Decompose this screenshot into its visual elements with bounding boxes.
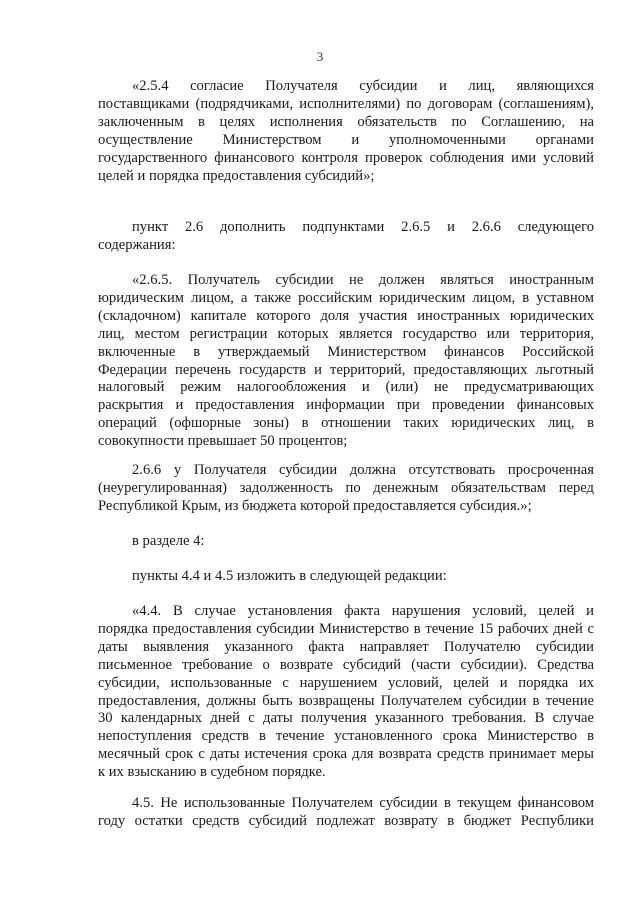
text-line: Федерации перечень государств и территорий, предоставляющих льготный — [98, 361, 594, 378]
text-line: «2.5.4 согласие Получателя субсидии и лиц, являющихся — [132, 78, 594, 94]
paragraph-intro-2-6 — [98, 219, 594, 255]
paragraph-items-4-4-4-5 — [98, 568, 594, 586]
text-line: году остатки средств субсидий подлежат возврату в бюджет Республики — [98, 812, 594, 829]
text-line: осуществление Министерством и уполномоченными органами — [98, 131, 594, 148]
paragraph-section-4 — [98, 533, 594, 551]
paragraph-4-5 — [98, 795, 594, 831]
text-line: содержания: — [98, 236, 176, 253]
paragraph-4-4 — [98, 603, 594, 782]
text-line: включенные в утверждаемый Министерством финансов Российской — [98, 343, 594, 360]
text-line: «2.6.5. Получатель субсидии не должен являться иностранным — [132, 272, 594, 288]
text-line: (неурегулированная) задолженность по денежным обязательствам перед — [98, 479, 594, 496]
text-line: Республикой Крым, из бюджета которой предоставляется субсидия.»; — [98, 497, 532, 514]
text-line: 2.6.6 у Получателя субсидии должна отсутствовать просроченная — [132, 462, 594, 478]
text-line: пункт 2.6 дополнить подпунктами 2.6.5 и 2.6.6 следующего — [132, 219, 594, 235]
text-line: непоступления средств в течение установленного срока Министерство в — [98, 728, 594, 745]
text-line: (складочном) капитале которого доля участия иностранных юридических — [98, 307, 594, 324]
text-line: государственного финансового контроля проверок соблюдения ими условий — [98, 149, 594, 166]
text-line: операций (офшорные зоны) в отношении таких юридических лиц, в — [98, 415, 594, 432]
paragraph-2-6-6 — [98, 462, 594, 516]
text-line: письменное требование о возврате субсидий (части субсидии). Средства — [98, 656, 594, 673]
text-line: юридическим лицом, а также российским юридическим лицом, в уставном — [98, 289, 594, 306]
paragraph-2-5-4 — [98, 78, 594, 185]
text-line: целей и порядка предоставления субсидий»; — [98, 167, 375, 184]
text-line: лиц, местом регистрации которых является государство или территория, — [98, 325, 594, 342]
page-number: 3 — [316, 49, 324, 64]
text-line: «4.4. В случае установления факта нарушения условий, целей и — [132, 603, 594, 619]
text-line: субсидии, использованные с нарушением условий, целей и порядка их — [98, 674, 594, 691]
paragraph-2-6-5 — [98, 272, 594, 451]
text-line: предоставления, должны быть возвращены Получателем субсидии в течение — [98, 692, 594, 709]
text-line: порядка предоставления субсидии Министерство в течение 15 рабочих дней с — [98, 620, 594, 637]
text-line: месячный срок с даты истечения срока для возврата средств принимает меры — [98, 746, 594, 763]
text-line: налоговый режим налогообложения и (или) не предусматривающих — [98, 379, 594, 396]
text-line: в разделе 4: — [132, 533, 205, 549]
text-line: к их взысканию в судебном порядке. — [98, 764, 326, 781]
text-line: даты выявления указанного факта направляет Получателю субсидии — [98, 638, 594, 655]
text-line: поставщиками (подрядчиками, исполнителями) по договорам (соглашениям), — [98, 95, 594, 112]
text-line: раскрытия и предоставления информации при проведении финансовых — [98, 397, 594, 414]
text-line: пункты 4.4 и 4.5 изложить в следующей редакции: — [132, 568, 447, 584]
text-line: совокупности превышает 50 процентов; — [98, 433, 348, 450]
text-line: 4.5. Не использованные Получателем субсидии в текущем финансовом — [132, 795, 594, 811]
text-line: заключенным в целях исполнения обязательств по Соглашению, на — [98, 113, 594, 130]
text-line: 30 календарных дней с даты получения указанного требования. В случае — [98, 710, 594, 727]
